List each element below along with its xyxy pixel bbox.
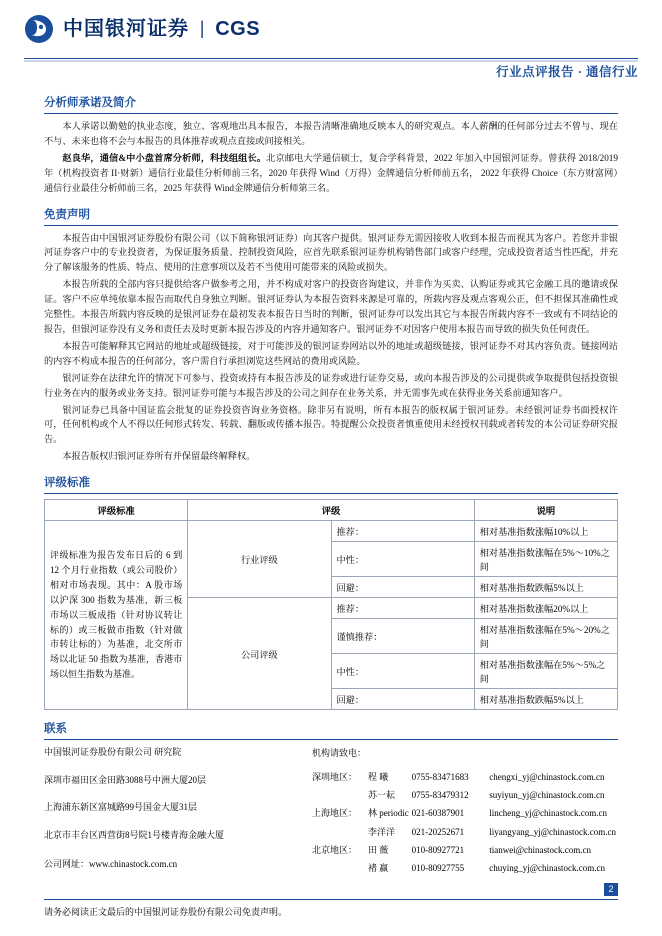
contact-email[interactable]: lincheng_yj@chinastock.com.cn — [489, 808, 607, 819]
disclaimer-paragraph: 银河证券已具备中国证监会批复的证券投资咨询业务资格。除非另有说明，所有本报告的版权属于银河证券。未经银河证券书面授权许可，任何机构或个人不得以任何形式转发、转载、翻版或传播本报告。特提醒公众投资者慎重使用未经授权刊载或者转发的本公司证券研究报告。 — [44, 404, 618, 445]
contact-row — [312, 843, 618, 861]
section-title-analyst: 分析师承诺及简介 — [44, 97, 136, 109]
page-content — [0, 76, 662, 879]
company-name: 中国银河证券股份有限公司 研究院 — [44, 747, 182, 758]
contact-name: 苏一耘 — [367, 790, 395, 801]
rating-note: 相对基准指数涨幅10%以上 — [474, 521, 617, 542]
brand-row — [24, 0, 638, 44]
rating-level: 谨慎推荐： — [331, 619, 474, 654]
brand-separator: | — [200, 18, 205, 39]
disclaimer-paragraph: 本报告由中国银河证券股份有限公司（以下简称银河证券）向其客户提供。银河证券无需因接收人收到本报告而视其为客户。若您并非银河证券客户中的专业投资者，为保证服务质量、控制投资风险，应首先联系银河证券机构销售部门或客户经理，完成投资者适当性匹配，并充分了解该服务的性质、特点、使用的注意事项以及若不当使用可能带来的风险或损失。 — [44, 232, 618, 273]
rating-note: 相对基准指数涨幅在5%～10%之间 — [474, 542, 617, 577]
rating-group-company: 公司评级 — [188, 598, 331, 710]
table-header-cell: 评级标准 — [45, 500, 188, 521]
table-row — [45, 521, 618, 542]
rating-description-cell: 评级标准为报告发布日后的 6 到 12 个月行业指数（或公司股价）相对市场表现。其中：A 股市场以沪深 300 指数为基准，新三板市场以三板成指（针对协议转让标的）或三板做市指数（针对做市转让标的）为基准，北交所市场以北证 50 指数为基准，香港市场以恒生指数为基准。 — [45, 521, 188, 710]
rating-note: 相对基准指数跌幅5%以上 — [474, 689, 617, 710]
section-divider-disclaimer — [44, 225, 618, 226]
section-divider-analyst — [44, 113, 618, 114]
company-website[interactable]: 公司网址：www.chinastock.com.cn — [44, 858, 178, 869]
institution-contact-title: 机构请致电： — [312, 748, 367, 759]
section-title-disclaimer: 免责声明 — [44, 208, 90, 221]
disclaimer-paragraph: 银河证券在法律允许的情况下可参与、投资或持有本报告涉及的证券或进行证券交易，或向本报告涉及的公司提供或争取提供包括投资银行业务在内的服务或业务支持。银河证券可能与本报告涉及的公司之间存在业务关系，并无需事先或在获得业务关系前通知客户。 — [44, 372, 618, 398]
section-title-rating: 评级标准 — [44, 477, 90, 490]
contact-row — [312, 825, 618, 843]
institution-contact-block — [312, 746, 618, 879]
contact-region: 深圳地区： — [312, 772, 358, 783]
page-number-badge-wrap — [604, 883, 618, 896]
rating-level: 中性： — [331, 542, 474, 577]
contact-row — [312, 770, 618, 788]
company-address-block — [44, 746, 294, 879]
contact-block — [44, 746, 618, 879]
disclaimer-paragraph: 本报告所载的全部内容只提供给客户做参考之用，并不构成对客户的投资咨询建议，并非作为买卖、认购证券或其它金融工具的邀请或保证。客户不应单纯依靠本报告而取代自身独立判断。银河证券认为本报告资料来源是可靠的，所载内容及观点客观公正，但不担保其准确性或完整性。本报告所载内容反映的是银河证券在最初发表本报告日当时的判断，银河证券可以发出其它与本报告所载内容不一致或有不同结论的报告，但银河证券没有义务和责任去及时更新本报告涉及的内容并通知客户。银河证券不对因客户使用本报告而导致的损失负任何责任。 — [44, 279, 618, 334]
report-type-label: 行业点评报告 · 通信行业 — [496, 65, 638, 79]
header-divider — [24, 58, 638, 59]
analyst-bio-paragraph — [44, 151, 618, 196]
analyst-bio-lead: 赵良华，通信&中小盘首席分析师，科技组组长。 — [62, 152, 267, 163]
analyst-bio-rest: 北京邮电大学通信硕士，复合学科背景，2022 年加入中国银河证券。曾获得 2018/2019 年（机构投资者 II·财新）通信行业最佳分析师前三名，2020 年获得 Wind（万得）金牌通信分析师前五名， 2022 年获得 Choice（东方财富网）通信行业最佳分析师前三名，2025 年获得 Wind金牌通信分析师第三名。 — [44, 152, 618, 193]
rating-level: 回避： — [331, 689, 474, 710]
page-header — [0, 0, 662, 79]
contact-name: 田 薇 — [367, 844, 389, 855]
company-address-beijing: 北京市丰台区西营街8号院1号楼青海金融大厦 — [44, 829, 225, 840]
rating-standard-table — [44, 499, 618, 710]
rating-level: 回避： — [331, 577, 474, 598]
contact-row — [312, 806, 618, 824]
contact-row — [312, 861, 618, 879]
rating-note: 相对基准指数跌幅5%以上 — [474, 577, 617, 598]
contact-email[interactable]: suyiyun_yj@chinastock.com.cn — [489, 790, 605, 801]
analyst-commitment-paragraph: 本人承诺以勤勉的执业态度，独立、客观地出具本报告，本报告清晰准确地反映本人的研究观点。本人薪酬的任何部分过去不曾与、现在不与、未来也将不会与本报告的具体推荐或观点直接或间接相关。 — [44, 121, 618, 146]
rating-level: 中性： — [331, 654, 474, 689]
page-footer — [44, 884, 618, 918]
disclaimer-paragraph: 本报告版权归银河证券所有并保留最终解释权。 — [62, 451, 256, 462]
disclaimer-paragraph: 本报告可能解释其它网站的地址或超级链接，对于可能涉及的银河证券网站以外的地址或超级链接，银河证券不对其内容负责。链接网站的内容不构成本报告的任何部分，客户需自行承担浏览这些网站的费用或风险。 — [44, 340, 618, 366]
company-address-shanghai: 上海浦东新区富城路99号国金大厦31层 — [44, 802, 198, 813]
section-divider-contact — [44, 739, 618, 740]
footer-row — [44, 905, 618, 918]
rating-note: 相对基准指数涨幅20%以上 — [474, 598, 617, 619]
rating-note: 相对基准指数涨幅在5%～5%之间 — [474, 654, 617, 689]
contact-name: 褚 赢 — [367, 862, 389, 873]
contact-row — [312, 788, 618, 806]
rating-level: 推荐： — [331, 521, 474, 542]
contact-email[interactable]: tianwei@chinastock.com.cn — [489, 844, 591, 855]
contact-phone: 0755-83471683 — [411, 772, 469, 783]
table-header-cell: 说明 — [474, 500, 617, 521]
contact-region — [312, 861, 368, 879]
footer-divider — [44, 899, 618, 900]
brand-name-cn: 中国银河证券 — [63, 18, 189, 40]
contact-name: 李洋洋 — [367, 826, 395, 837]
contact-phone: 010-80927721 — [411, 844, 465, 855]
rating-level: 推荐： — [331, 598, 474, 619]
contact-email[interactable]: liyangyang_yj@chinastock.com.cn — [489, 826, 616, 837]
contact-phone: 021-60387901 — [411, 808, 465, 819]
table-header-cell: 评级 — [188, 500, 475, 521]
rating-note: 相对基准指数涨幅在5%～20%之间 — [474, 619, 617, 654]
contact-region: 北京地区： — [312, 844, 358, 855]
contact-table — [312, 770, 618, 879]
brand-name-en: CGS — [215, 17, 261, 40]
section-divider-rating — [44, 493, 618, 494]
table-header-row — [45, 500, 618, 521]
contact-email[interactable]: chuying_yj@chinastock.com.cn — [489, 862, 605, 873]
contact-region — [312, 825, 368, 843]
company-address-shenzhen: 深圳市福田区金田路3088号中洲大厦20层 — [44, 774, 207, 785]
section-title-contact: 联系 — [44, 723, 67, 736]
contact-name: 林 periodic — [367, 808, 409, 819]
contact-phone: 010-80927755 — [411, 862, 465, 873]
contact-region: 上海地区： — [312, 808, 358, 819]
contact-email[interactable]: chengxi_yj@chinastock.com.cn — [489, 772, 605, 783]
contact-phone: 0755-83479312 — [411, 790, 469, 801]
contact-phone: 021-20252671 — [411, 826, 465, 837]
contact-region — [312, 788, 368, 806]
rating-group-industry: 行业评级 — [188, 521, 331, 598]
contact-name: 程 曦 — [367, 772, 389, 783]
footer-note: 请务必阅读正文最后的中国银河证券股份有限公司免责声明。 — [44, 907, 288, 917]
galaxy-securities-logo-icon — [24, 14, 54, 44]
page-number-badge: 2 — [604, 883, 618, 896]
